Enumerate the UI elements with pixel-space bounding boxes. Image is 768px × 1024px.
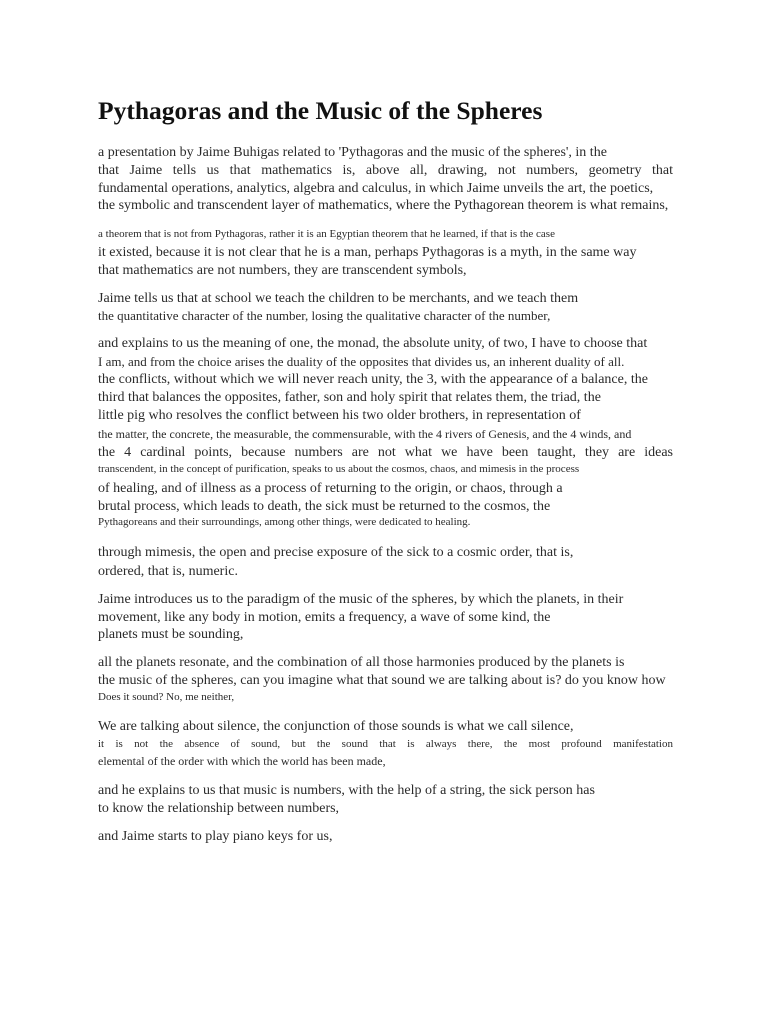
text-line: transcendent, in the concept of purification, speaks to us about the cosmos, chaos, and mimesis in the process — [98, 463, 580, 475]
text-line: movement, like any body in motion, emits a frequency, a wave of some kind, the — [98, 610, 551, 625]
text-line: We are talking about silence, the conjunction of those sounds is what we call silence, — [98, 719, 574, 734]
text-line: the conflicts, without which we will never reach unity, the 3, with the appearance of a balance, the — [98, 372, 648, 387]
text-line: all the planets resonate, and the combination of all those harmonies produced by the planets is — [98, 655, 625, 670]
text-line: that Jaime tells us that mathematics is, above all, drawing, not numbers, geometry that — [98, 163, 673, 178]
text-line: to know the relationship between numbers, — [98, 801, 340, 816]
text-line: the 4 cardinal points, because numbers are not what we have been taught, they are ideas — [98, 445, 673, 460]
text-line: Jaime tells us that at school we teach the children to be merchants, and we teach them — [98, 291, 579, 306]
text-line: Does it sound? No, me neither, — [98, 691, 235, 703]
text-line: of healing, and of illness as a process of returning to the origin, or chaos, through a — [98, 481, 563, 496]
text-line: little pig who resolves the conflict between his two older brothers, in representation of — [98, 408, 581, 423]
text-line: the symbolic and transcendent layer of mathematics, where the Pythagorean theorem is what remains, — [98, 198, 669, 213]
text-line: it is not the absence of sound, but the sound that is always there, the most profound manifestation — [98, 738, 673, 750]
text-line: I am, and from the choice arises the duality of the opposites that divides us, an inherent duality of all. — [98, 354, 625, 369]
text-line: the quantitative character of the number, losing the qualitative character of the number, — [98, 308, 551, 323]
text-line: and Jaime starts to play piano keys for us, — [98, 829, 333, 844]
text-line: Pythagoreans and their surroundings, among other things, were dedicated to healing. — [98, 516, 471, 528]
text-line: a theorem that is not from Pythagoras, rather it is an Egyptian theorem that he learned, if that is the case — [98, 228, 555, 240]
text-line: Jaime introduces us to the paradigm of the music of the spheres, by which the planets, in their — [98, 592, 624, 607]
text-line: through mimesis, the open and precise exposure of the sick to a cosmic order, that is, — [98, 545, 574, 560]
text-line: ordered, that is, numeric. — [98, 564, 238, 579]
text-line: and he explains to us that music is numbers, with the help of a string, the sick person has — [98, 783, 595, 798]
text-line: it existed, because it is not clear that he is a man, perhaps Pythagoras is a myth, in the same way — [98, 245, 637, 260]
text-line: third that balances the opposites, father, son and holy spirit that relates them, the triad, the — [98, 390, 601, 405]
text-line: the matter, the concrete, the measurable, the commensurable, with the 4 rivers of Genesis, and the 4 winds, and — [98, 427, 632, 441]
text-line: brutal process, which leads to death, the sick must be returned to the cosmos, the — [98, 499, 551, 514]
text-line: and explains to us the meaning of one, the monad, the absolute unity, of two, I have to choose that — [98, 336, 648, 351]
text-line: a presentation by Jaime Buhigas related to 'Pythagoras and the music of the spheres', in the — [98, 145, 607, 160]
text-line: planets must be sounding, — [98, 627, 244, 642]
text-line: fundamental operations, analytics, algebra and calculus, in which Jaime unveils the art, the poetics, — [98, 181, 654, 196]
text-line: the music of the spheres, can you imagine what that sound we are talking about is? do you know how — [98, 673, 666, 688]
text-line: that mathematics are not numbers, they are transcendent symbols, — [98, 263, 467, 278]
page-title: Pythagoras and the Music of the Spheres — [98, 96, 543, 125]
text-line: elemental of the order with which the world has been made, — [98, 754, 386, 768]
